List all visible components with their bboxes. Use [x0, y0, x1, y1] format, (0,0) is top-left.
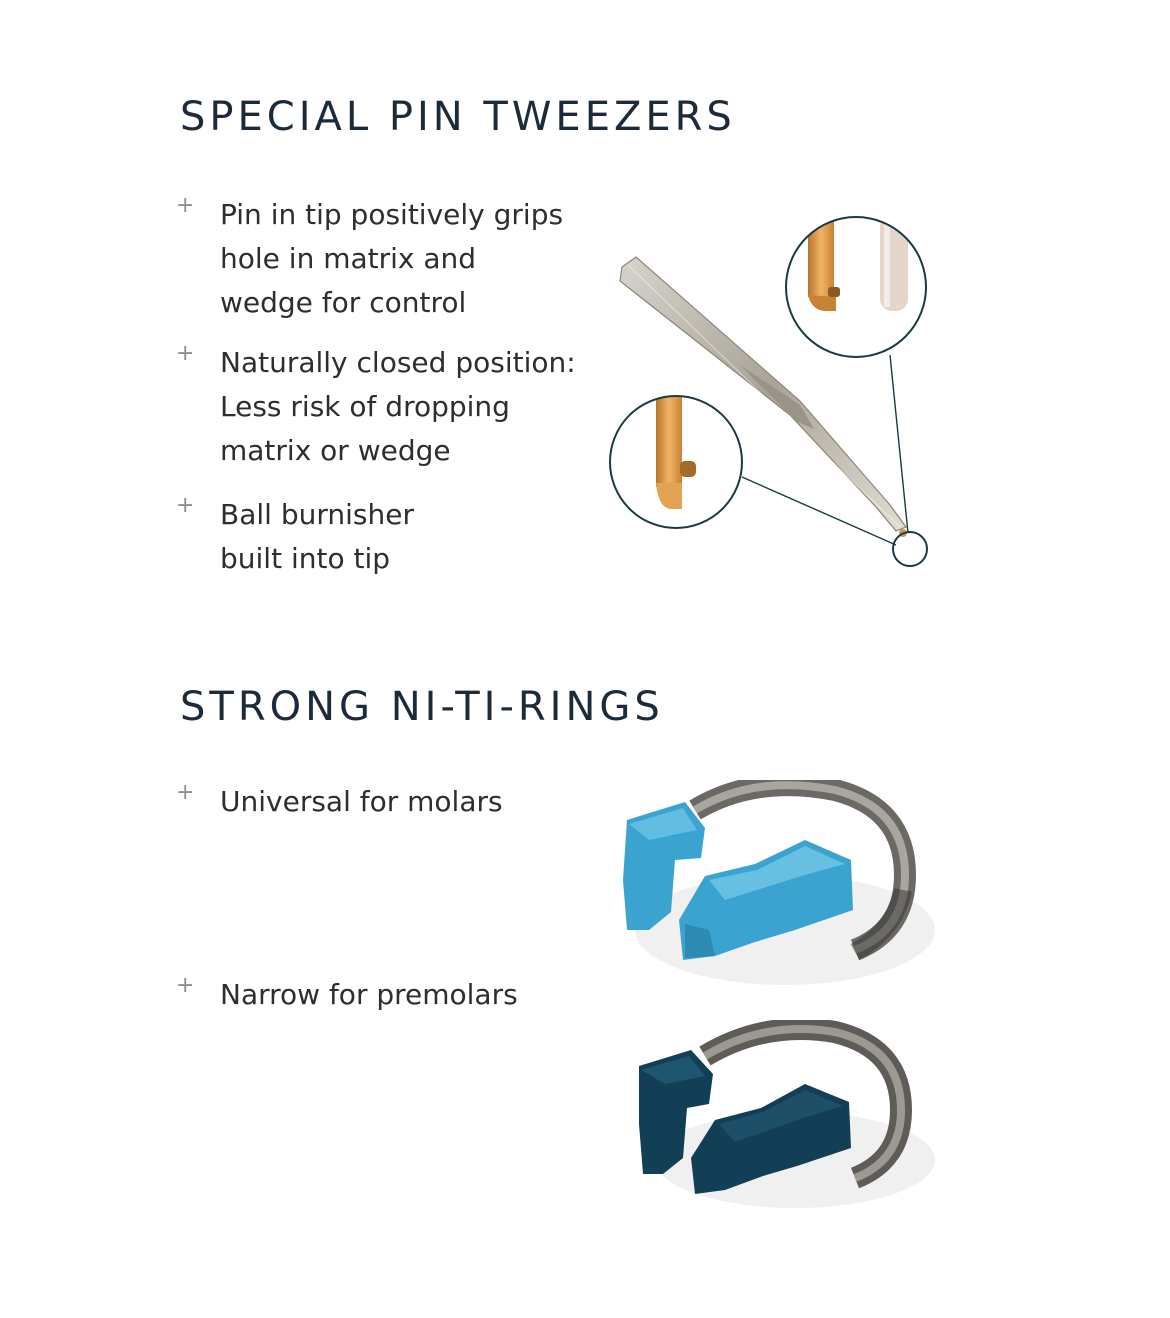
plus-icon: + [176, 780, 195, 805]
rings-heading: STRONG NI-TI-RINGS [180, 684, 664, 730]
rings-feature-list [176, 780, 600, 1017]
feature-text: Ball burnisher built into tip [220, 498, 414, 575]
feature-item [176, 193, 600, 341]
tweezers-illustration [600, 215, 940, 575]
callout-line [890, 355, 908, 533]
feature-text: Narrow for premolars [220, 978, 518, 1011]
feature-item [176, 780, 600, 973]
tip-closeup-left [610, 391, 742, 528]
plus-icon: + [176, 193, 195, 218]
tweezers-feature-list [176, 193, 600, 581]
plus-icon: + [176, 341, 195, 366]
plus-icon: + [176, 493, 195, 518]
feature-item [176, 493, 600, 581]
narrow-ring-image [625, 1020, 935, 1220]
universal-ring-image [605, 780, 935, 1000]
feature-item [176, 341, 600, 493]
tip-marker-circle [893, 532, 927, 566]
feature-text: Pin in tip positively grips hole in matrix and wedge for control [220, 198, 564, 319]
feature-item [176, 973, 600, 1017]
feature-text: Universal for molars [220, 785, 503, 818]
tweezers-heading: SPECIAL PIN TWEEZERS [180, 94, 736, 140]
rings-section [0, 640, 1170, 1318]
tip-closeup-top [786, 215, 926, 357]
plus-icon: + [176, 973, 195, 998]
feature-text: Naturally closed position: Less risk of dropping matrix or wedge [220, 346, 576, 467]
tweezers-section [0, 0, 1170, 640]
